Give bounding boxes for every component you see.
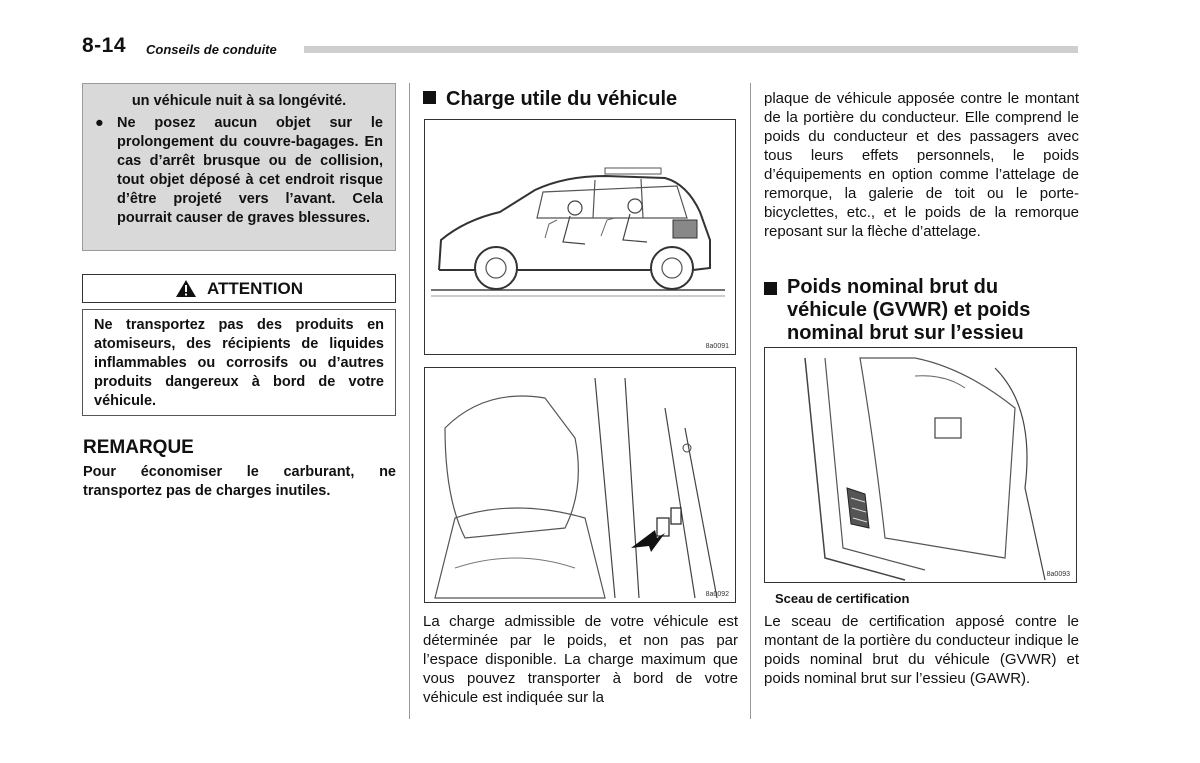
chapter-title: Conseils de conduite <box>146 42 277 57</box>
charge-body-text: La charge admissible de votre véhicule est déterminée par le poids, et non pas par l’espace disponible. La charge maximum que vous pouvez transporter à bord de votre véhicule est indiquée sur la <box>423 613 738 706</box>
section-title-charge: Charge utile du véhicule <box>446 88 678 110</box>
warning-continuation-box <box>82 83 396 251</box>
warning-bullet-item <box>95 114 383 228</box>
warning-lead-text: un véhicule nuit à sa longévité. <box>131 93 347 109</box>
bullet-marker: ● <box>95 115 104 131</box>
figure-tag: 8a0092 <box>705 591 729 598</box>
door-frame-illustration <box>765 348 1075 581</box>
section-square-icon <box>423 91 436 104</box>
gvwr-body-text: Le sceau de certification apposé contre le montant de la portière du conducteur indique le poids nominal brut du véhicule (GVWR) et poids nominal brut sur l’essieu (GAWR). <box>764 613 1079 687</box>
remarque-body: Pour économiser le carburant, ne transportez pas de charges inutiles. <box>83 464 396 499</box>
attention-heading <box>82 274 396 303</box>
warning-triangle-icon <box>175 279 197 298</box>
remarque-title: REMARQUE <box>83 437 194 458</box>
page-header <box>82 34 1078 62</box>
figure-vehicle-load <box>424 119 736 355</box>
figure-door-pillar-plate <box>424 367 736 603</box>
column-divider-left <box>409 83 410 719</box>
charge-body-continued: plaque de véhicule apposée contre le montant de la portière du conducteur. Elle comprend le poids du conducteur et des passagers avec tous leurs effets personnels, le poids d’équipements en option comme l’attelage de remorque, la galerie de toit ou le porte-bicyclettes, etc., et le poids de la remorque reposant sur la flèche d’attelage. <box>764 90 1079 240</box>
warning-bullet-text: Ne posez aucun objet sur le prolongement du couvre-bagages. En cas d’arrêt brusque ou de collision, tout objet déposé à cet endroit risque d’être projeté vers l’avant. Cela pourrait causer de graves blessures. <box>117 115 383 226</box>
car-side-illustration <box>425 120 734 353</box>
seat-pillar-illustration <box>425 368 734 601</box>
section-title-gvwr: Poids nominal brut du véhicule (GVWR) et poids nominal brut sur l’essieu <box>787 276 1031 344</box>
figure-tag: 8a0093 <box>1046 571 1070 578</box>
figure-caption: Sceau de certification <box>775 591 910 606</box>
section-heading-charge <box>423 88 677 111</box>
attention-body: Ne transportez pas des produits en atomiseurs, des récipients de liquides inflammables ou corrosifs ou d’autres produits dangereux à bord de votre véhicule. <box>82 309 396 416</box>
figure-tag: 8a0091 <box>705 343 729 350</box>
page-number: 8-14 <box>82 34 127 57</box>
column-divider-right <box>750 83 751 719</box>
attention-title: ATTENTION <box>206 278 303 298</box>
header-rule <box>304 46 1078 53</box>
section-square-icon <box>764 282 777 295</box>
figure-certification-label <box>764 347 1077 583</box>
